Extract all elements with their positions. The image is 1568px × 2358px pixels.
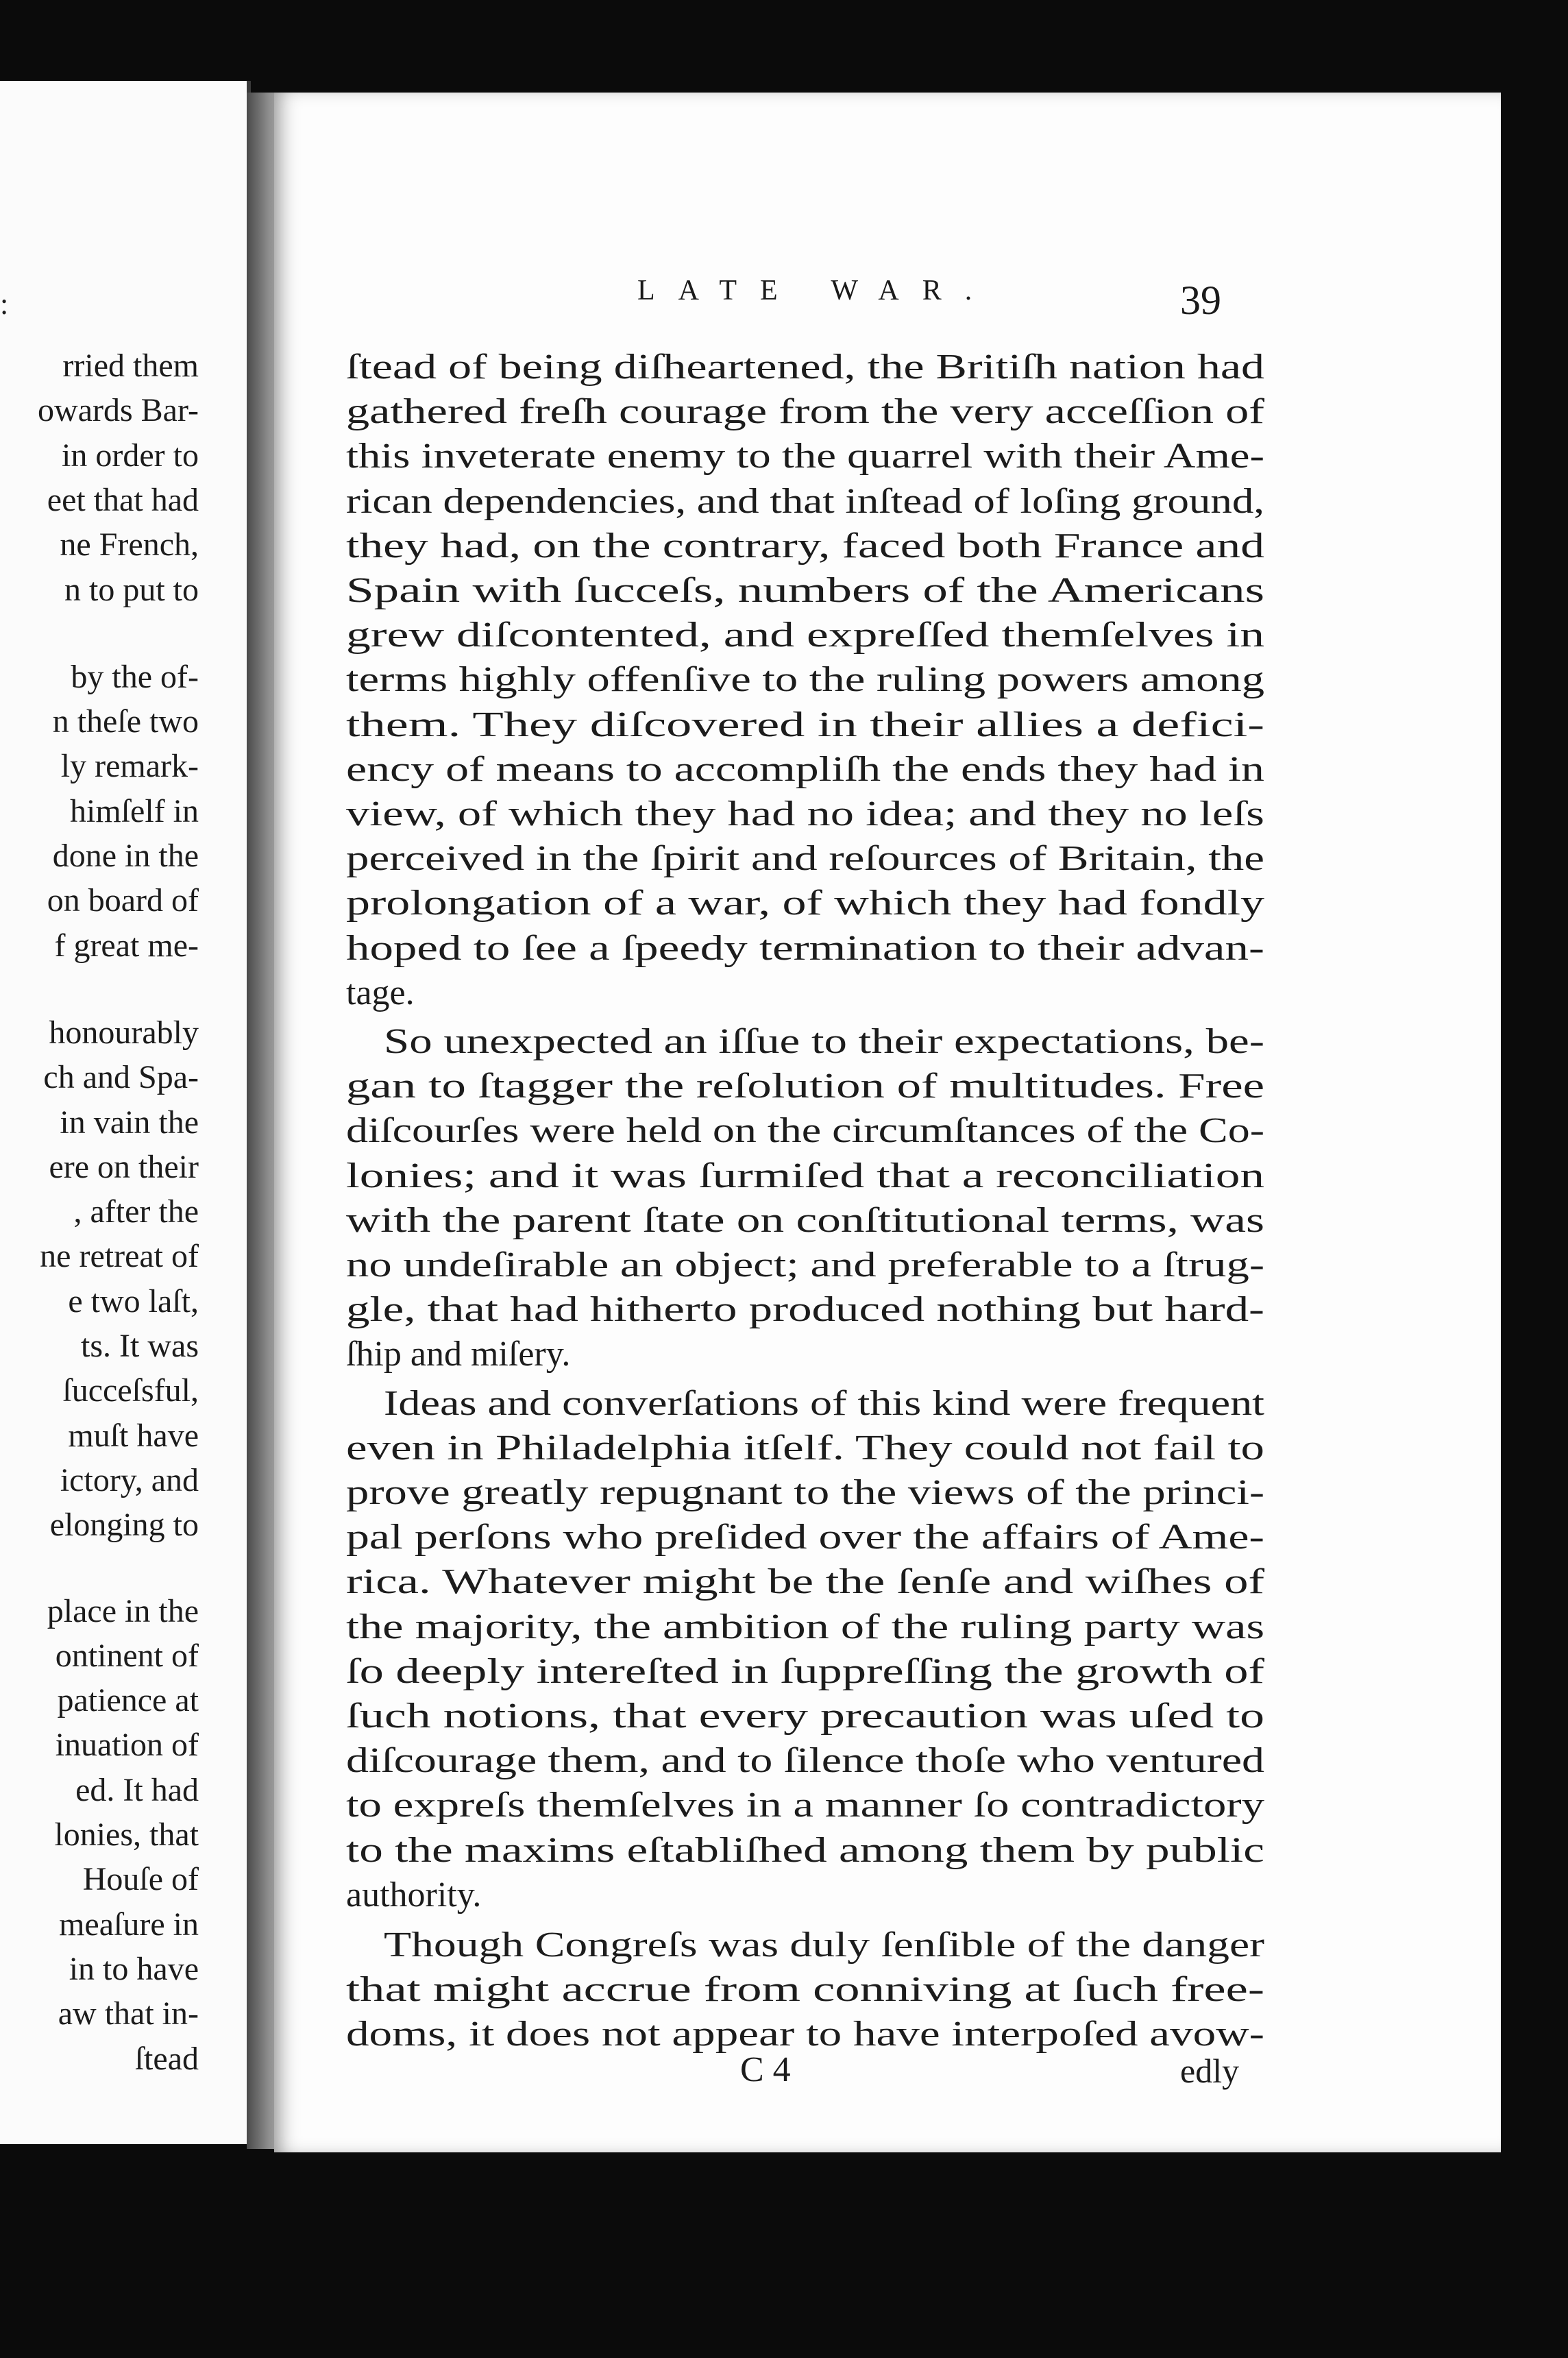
- body-text-line: perceived in the ſpirit and reſources of Britain, the: [346, 839, 1264, 879]
- left-page-text-line: on board of: [47, 882, 199, 919]
- left-page-text-line: aw that in-: [58, 1995, 199, 2032]
- left-page-text-line: ne French,: [60, 526, 199, 563]
- left-page-text-line: Houſe of: [82, 1861, 199, 1898]
- left-page-text-line: in order to: [62, 437, 199, 474]
- body-text-line: diſcourſes were held on the circumſtances of the Co-: [346, 1111, 1265, 1151]
- body-text-line: pal perſons who preſided over the affairs of Ame-: [346, 1518, 1265, 1557]
- left-page-text-line: e two laſt,: [68, 1283, 199, 1320]
- left-page-text-line: muſt have: [68, 1417, 199, 1454]
- body-text-line: that might accrue from conniving at ſuch free-: [346, 1970, 1265, 2010]
- left-page-text-line: in to have: [69, 1950, 199, 1987]
- left-page-text-line: in vain the: [60, 1104, 199, 1141]
- body-text-line: authority.: [346, 1875, 482, 1915]
- body-text-line: with the parent ſtate on conſtitutional terms, was: [346, 1200, 1264, 1240]
- left-page-text-line: done in the: [52, 838, 199, 874]
- left-page-text-line: himſelf in: [70, 792, 199, 829]
- body-text-line: hoped to ſee a ſpeedy termination to their advan-: [346, 928, 1264, 968]
- page-number: 39: [1180, 278, 1221, 323]
- body-text-line: rica. Whatever might be the ſenſe and wiſhes of: [346, 1562, 1265, 1602]
- signature-mark: C 4: [740, 2050, 791, 2089]
- body-text-line: ſtead of being diſheartened, the Britiſh nation had: [346, 348, 1265, 387]
- left-page-text-line: patience at: [57, 1682, 199, 1719]
- body-text-line: this inveterate enemy to the quarrel with their Ame-: [346, 437, 1265, 476]
- body-text-line: Spain with ſucceſs, numbers of the Americans: [346, 571, 1265, 610]
- left-page-text-line: ſtead: [134, 2040, 199, 2077]
- body-text-line: ſhip and miſery.: [346, 1335, 571, 1374]
- left-page-text-line: owards Bar-: [38, 392, 199, 429]
- body-text-line: the majority, the ambition of the ruling party was: [346, 1607, 1265, 1646]
- body-text-line: Though Congreſs was duly ſenſible of the danger: [384, 1925, 1264, 1965]
- body-text-line: gle, that had hitherto produced nothing but hard-: [346, 1290, 1264, 1330]
- left-page-text-line: rried them: [62, 348, 199, 384]
- left-page-text-line: ed. It had: [75, 1771, 199, 1808]
- body-text-line: prove greatly repugnant to the views of the princi-: [346, 1473, 1265, 1512]
- body-text-line: gan to ſtagger the reſolution of multitudes. Free: [346, 1067, 1265, 1106]
- left-page-text-line: by the of-: [71, 658, 199, 695]
- left-page-text-line: inuation of: [55, 1727, 199, 1764]
- catchword: edly: [1180, 2052, 1240, 2090]
- body-text-line: no undeſirable an object; and preferable to a ſtrug-: [346, 1245, 1265, 1285]
- left-page-text-line: ontinent of: [55, 1637, 199, 1674]
- body-text-line: So unexpected an iſſue to their expectations, be-: [384, 1022, 1265, 1061]
- body-text-line: Ideas and converſations of this kind were frequent: [384, 1383, 1265, 1423]
- body-text-line: them. They diſcovered in their allies a defici-: [346, 705, 1264, 744]
- left-page-header-fragment: :: [0, 287, 9, 321]
- body-text-line: even in Philadelphia itſelf. They could not fail to: [346, 1428, 1264, 1468]
- body-text-line: tage.: [346, 973, 415, 1012]
- body-text-line: ſo deeply intereſted in ſuppreſſing the growth of: [346, 1651, 1264, 1691]
- body-text-line: diſcourage them, and to ſilence thoſe who ventured: [346, 1741, 1264, 1781]
- left-page-text-line: f great me-: [54, 927, 199, 964]
- body-text-line: grew diſcontented, and expreſſed themſelves in: [346, 616, 1265, 655]
- running-head: LATE WAR.: [637, 275, 996, 306]
- left-page-text-line: , after the: [73, 1193, 199, 1230]
- left-page-text-line: eet that had: [47, 481, 199, 518]
- left-page-text-line: n to put to: [64, 571, 199, 608]
- body-text-line: rican dependencies, and that inſtead of loſing ground,: [346, 481, 1265, 521]
- left-page-text-line: ne retreat of: [40, 1238, 199, 1275]
- body-text-line: they had, on the contrary, faced both France and: [346, 526, 1264, 566]
- body-text-line: ency of means to accompliſh the ends they had in: [346, 749, 1264, 789]
- left-page-text-line: lonies, that: [54, 1816, 199, 1853]
- body-text-line: to the maxims eſtabliſhed among them by public: [346, 1830, 1264, 1870]
- body-text-line: prolongation of a war, of which they had fondly: [346, 884, 1265, 923]
- left-page-text-line: ictory, and: [60, 1461, 199, 1498]
- left-page-text-line: meaſure in: [59, 1906, 199, 1943]
- left-page-text-line: ch and Spa-: [43, 1059, 199, 1096]
- left-page-text-line: ly remark-: [60, 748, 199, 785]
- left-page-text-line: place in the: [47, 1592, 199, 1629]
- body-text-line: terms highly offenſive to the ruling powers among: [346, 660, 1265, 700]
- body-text-line: gathered freſh courage from the very acceſſion of: [346, 392, 1264, 432]
- left-page-text-line: honourably: [49, 1014, 199, 1051]
- body-text-line: doms, it does not appear to have interpoſed avow-: [346, 2015, 1265, 2054]
- body-text-line: lonies; and it was ſurmiſed that a reconciliation: [346, 1156, 1265, 1195]
- body-text-line: view, of which they had no idea; and they no leſs: [346, 794, 1264, 834]
- left-page-text-line: elonging to: [49, 1507, 199, 1544]
- body-text-line: ſuch notions, that every precaution was uſed to: [346, 1697, 1265, 1736]
- left-facing-page: [0, 81, 251, 2144]
- left-page-text-line: ſucceſsful,: [62, 1372, 199, 1409]
- left-page-text-line: ere on their: [49, 1148, 199, 1185]
- left-page-text-line: ts. It was: [81, 1328, 199, 1364]
- body-text-line: to expreſs themſelves in a manner ſo contradictory: [346, 1786, 1264, 1825]
- left-page-text-line: n theſe two: [52, 703, 199, 740]
